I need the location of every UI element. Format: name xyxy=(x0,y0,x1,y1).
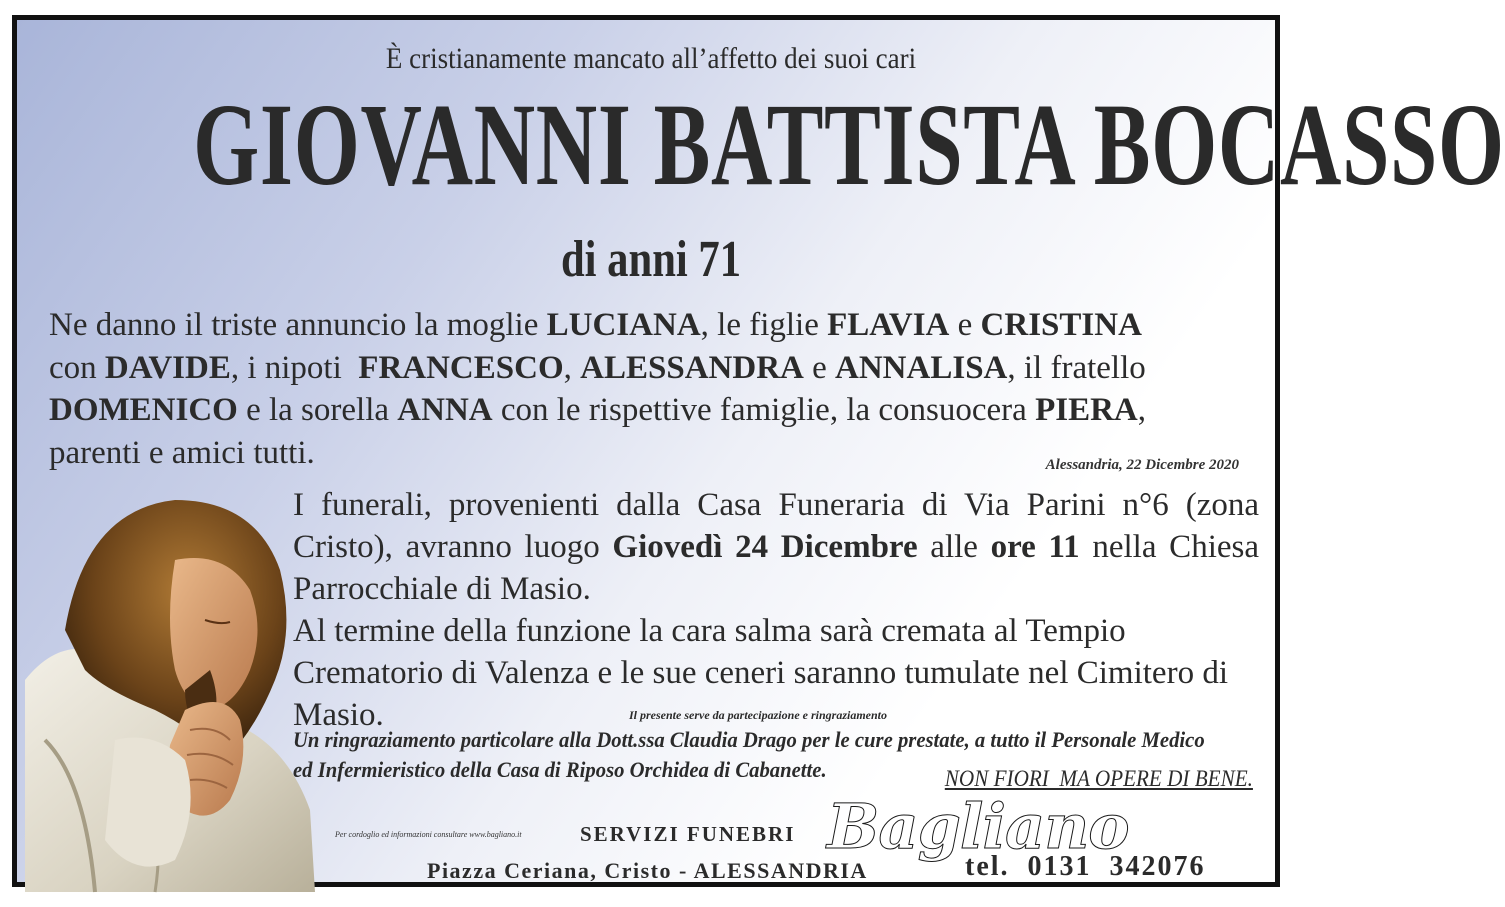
small-print: Per cordoglio ed informazioni consultare www.bagliano.it xyxy=(335,830,522,839)
phone-number: tel. 0131 342076 xyxy=(965,851,1206,882)
funeral-paragraph xyxy=(293,484,1259,610)
text: , xyxy=(563,349,581,386)
announcement xyxy=(49,304,1259,474)
obituary-notice xyxy=(12,15,1505,887)
name-grandchild: ANNALISA xyxy=(835,349,1008,386)
deceased-age: di anni 71 xyxy=(560,231,742,288)
funeral-day: Giovedì 24 Dicembre xyxy=(612,529,918,565)
funeral-time: ore 11 xyxy=(990,529,1080,565)
announcement-line-4: parenti e amici tutti. xyxy=(49,434,315,471)
thanks-text: Un ringraziamento particolare alla Dott.ssa Claudia Drago per le cure prestate, a tutto il Personale Medico ed Infermieristico della Casa di Riposo Orchidea di Cabanette. xyxy=(293,727,1205,782)
text: alle xyxy=(917,529,991,565)
name-daughter: CRISTINA xyxy=(980,307,1142,343)
cremation-paragraph: Al termine della funzione la cara salma sarà cremata al Tempio Crematorio di Valenza e le sue ceneri saranno tumulate nel Cimitero di Masio. xyxy=(293,613,1228,733)
name-wife: LUCIANA xyxy=(546,307,701,343)
text: e la sorella xyxy=(237,392,398,428)
text: e xyxy=(803,349,836,386)
name-son-in-law: DAVIDE xyxy=(104,349,231,386)
text: Ne danno il triste annuncio la moglie xyxy=(49,307,547,343)
text: , i nipoti xyxy=(230,349,359,386)
services-label: SERVIZI FUNEBRI xyxy=(580,822,796,846)
intro-text: È cristianamente mancato all’affetto dei suoi cari xyxy=(385,42,917,75)
announcement-line-3 xyxy=(49,389,1259,432)
text: , il fratello xyxy=(1007,349,1146,386)
name-sister: ANNA xyxy=(397,392,493,428)
text: e xyxy=(949,307,981,343)
announcement-line-2 xyxy=(49,347,1259,390)
name-co-mother-in-law: PIERA xyxy=(1035,392,1138,428)
address: Piazza Ceriana, Cristo - ALESSANDRIA xyxy=(427,858,868,883)
praying-jesus-illustration xyxy=(25,480,315,892)
name-daughter: FLAVIA xyxy=(827,307,950,343)
text: I funerali, provenienti dalla Casa Funeraria di Via Parini n°6 (zona Cristo), avranno luogo xyxy=(293,487,1259,565)
text: con le rispettive famiglie, la consuocera xyxy=(492,392,1036,428)
funeral-details xyxy=(293,484,1259,736)
name-grandchild: ALESSANDRA xyxy=(580,349,804,386)
notice-date: Alessandria, 22 Dicembre 2020 xyxy=(1045,457,1239,473)
announcement-line-1 xyxy=(49,304,1259,347)
name-grandchild: FRANCESCO xyxy=(358,349,564,386)
text: con xyxy=(49,349,105,386)
no-flowers-note: NON FIORI MA OPERE DI BENE. xyxy=(944,766,1253,791)
text: nella Chiesa Parrocchiale di Masio. xyxy=(293,529,1259,607)
deceased-name: GIOVANNI BATTISTA BOCASSO xyxy=(193,79,1505,210)
bagliano-logo: Bagliano xyxy=(827,790,1129,863)
text: , le figlie xyxy=(700,307,828,343)
text: , xyxy=(1137,392,1147,428)
serve-note: Il presente serve da partecipazione e ringraziamento xyxy=(629,708,887,722)
name-brother: DOMENICO xyxy=(49,392,238,428)
